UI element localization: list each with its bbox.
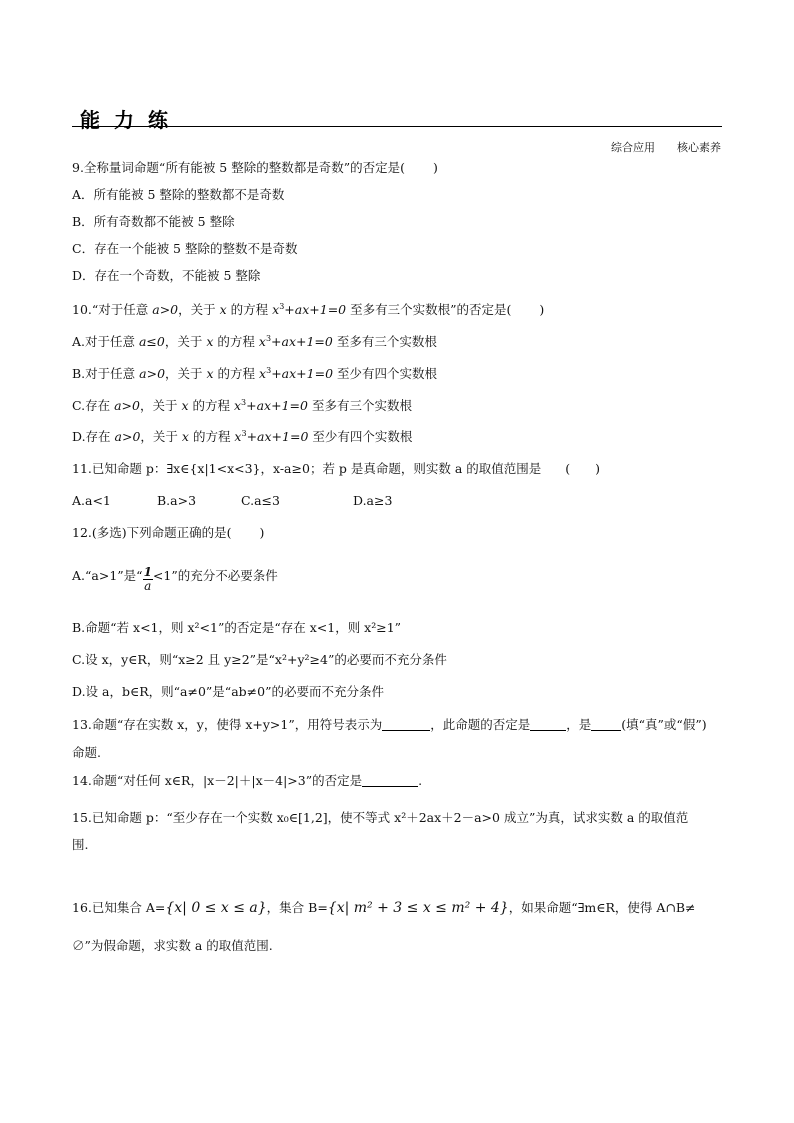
q13-line2: 命题. [72,745,101,760]
tag-core: 核心素养 [677,141,721,154]
q10-option-b: B.对于任意 a>0，关于 x 的方程 $x^3+ax+1=0$ 至少有四个实数根 [72,366,438,381]
q13-blank-symbol[interactable] [382,718,430,731]
q11-option-b: B.a>3 [157,493,197,508]
q9-option-c: C．存在一个能被 5 整除的整数不是奇数 [72,241,298,256]
q11-option-c: C.a≤3 [241,493,280,508]
q14-stem: 14.命题“对任何 x∈R，|x－2|＋|x－4|>3”的否定是 . [72,773,423,788]
q12-option-a: A.“a>1”是“ $\frac{1}{a}$ <1”的充分不必要条件 [72,565,278,593]
q15-line1: 15.已知命题 p：“至少存在一个实数 x₀∈[1,2]，使不等式 x²＋2ax＋2－a>0 成立”为真，试求实数 a 的取值范 [72,810,689,825]
q10-option-c: C.存在 a>0，关于 x 的方程 $x^3+ax+1=0$ 至多有三个实数根 [72,398,412,413]
q12-option-d: D.设 a，b∈R，则“a≠0”是“ab≠0”的必要而不充分条件 [72,684,384,699]
q11-option-a: A.a<1 [72,493,111,508]
q13-blank-negation[interactable] [530,718,566,731]
set-b-expression: {x| m² + 3 ≤ x ≤ m² + 4} [327,900,509,916]
q14-blank[interactable] [362,774,418,787]
q10-option-d: D.存在 a>0，关于 x 的方程 $x^3+ax+1=0$ 至少有四个实数根 [72,429,413,444]
q12-stem: 12.(多选)下列命题正确的是( ) [72,525,265,540]
q13-line1: 13.命题“存在实数 x，y，使得 x+y>1”，用符号表示为 ，此命题的否定是 ，是 (填“真”或“假”) [72,717,707,732]
fraction-1-over-a: $\frac{1}{a}$ [143,565,152,593]
q9-stem: 9.全称量词命题“所有能被 5 整除的整数都是奇数”的否定是( ) [72,160,438,175]
section-title: 能力练 [80,108,182,132]
tag-comprehensive: 综合应用 [611,141,655,154]
q13-blank-truth[interactable] [591,718,621,731]
q10-stem: 10.“对于任意 a>0，关于 x 的方程 $x^3+ax+1=0$ 至多有三个实数根”的否定是( ) [72,302,545,317]
q11-options [72,493,724,509]
q15-line2: 围. [72,837,89,852]
header-tags [589,139,721,155]
q11-stem: 11.已知命题 p：∃x∈{x|1<x<3}，x-a≥0；若 p 是真命题，则实数 a 的取值范围是 ( ) [72,461,601,476]
set-a-expression: {x| 0 ≤ x ≤ a} [165,900,267,916]
header-rule [72,126,722,127]
q16-line2: ∅”为假命题，求实数 a 的取值范围. [72,938,273,953]
q9-option-b: B．所有奇数都不能被 5 整除 [72,214,235,229]
q11-option-d: D.a≥3 [353,493,393,508]
q12-option-b: B.命题“若 x<1，则 x²<1”的否定是“存在 x<1，则 x²≥1” [72,620,402,635]
q16-line1: 16.已知集合 A={x| 0 ≤ x ≤ a}，集合 B={x| m² + 3 ≤ x ≤ m² + 4}，如果命题“∃m∈R，使得 A∩B≠ [72,900,696,916]
q10-option-a: A.对于任意 a≤0，关于 x 的方程 $x^3+ax+1=0$ 至多有三个实数根 [72,334,437,349]
q9-option-a: A．所有能被 5 整除的整数都不是奇数 [72,187,285,202]
q12-option-c: C.设 x，y∈R，则“x≥2 且 y≥2”是“x²+y²≥4”的必要而不充分条件 [72,652,447,667]
q9-option-d: D．存在一个奇数，不能被 5 整除 [72,268,261,283]
